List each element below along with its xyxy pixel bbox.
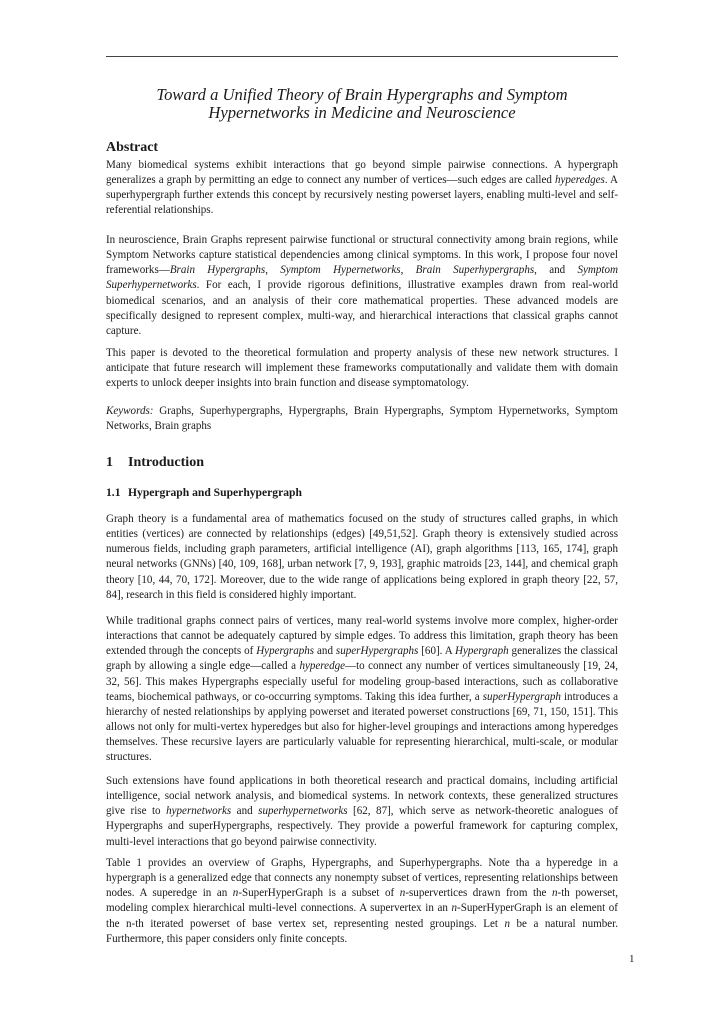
section-heading-introduction: 1 Introduction [106,455,204,470]
intro-paragraph-1: Graph theory is a fundamental area of mathematics focused on the study of structures called graphs, in which entities (vertices) are connected by relationships (edges) [49,51,52]. Graph theory is extensively studied across numerous fields, including graph parameters, artificial intelligence (AI), graph algorithms [113, 165, 174], graph neural networks (GNNs) [40, 109, 168], urban network [7, 9, 193], graphic matroids [23, 144], and chemical graph theory [10, 44, 70, 172]. Moreover, due to the wide range of applications being explored in graph theory [22, 57, 84], research in this field is considered highly important. [106,513,618,601]
header-rule [106,56,618,57]
paper-title [106,86,618,122]
intro-paragraph-2: While traditional graphs connect pairs of vertices, many real-world systems involve more complex, higher-order interactions that cannot be adequately captured by simple edges. To address this limitation, graph theory has been extended through the concepts of Hypergraphs and superHypergraphs [60]. A Hypergraph generalizes the classical graph by allowing a single edge—called a hyperedge—to connect any number of vertices simultaneously [19, 24, 32, 56]. This makes Hypergraphs especially useful for modeling group-based interactions, such as collaborative teams, biochemical pathways, or co-occurring symptoms. Taking this idea further, a superHypergraph introduces a hierarchy of nested relationships by applying powerset and iterated powerset constructions [69, 71, 150, 151]. This allows not only for multi-vertex hyperedges but also for higher-level groupings and interactions among hyperedges themselves. These recursive layers are particularly valuable for representing hierarchical, multi-scale, or modular structures. [106,615,619,764]
abstract-paragraph-2: In neuroscience, Brain Graphs represent pairwise functional or structural connectivity among brain regions, while Symptom Networks capture statistical dependencies among clinical symptoms. In this work, I propose four novel frameworks—Brain Hypergraphs, Symptom Hypernetworks, Brain Superhypergraphs, and Symptom Superhypernetworks. For each, I provide rigorous definitions, illustrative examples drawn from real-world biomedical scenarios, and an analysis of their core mathematical properties. These advanced models are specifically designed to represent complex, multi-way, and hierarchical interactions that classical graphs cannot capture. [106,234,618,337]
intro-paragraph-3: Such extensions have found applications in both theoretical research and practical domains, including artificial intelligence, social network analysis, and biomedical systems. In network contexts, these generalized structures give rise to hypernetworks and superhypernetworks [62, 87], which serve as network-theoretic analogues of Hypergraphs and superHypergraphs, respectively. They provide a powerful framework for capturing complex, multi-level interactions that go beyond pairwise connectivity. [106,775,618,848]
abstract-paragraph-3: This paper is devoted to the theoretical formulation and property analysis of these new network structures. I anticipate that future research will implement these frameworks computationally and validate them with domain experts to unlock deeper insights into brain function and disease symptomatology. [106,347,618,390]
abstract-heading: Abstract [106,140,159,155]
abstract-paragraph-1: Many biomedical systems exhibit interactions that go beyond simple pairwise connections. A hypergraph generalizes a graph by permitting an edge to connect any number of vertices—such edges are called hyperedges. A superhypergraph further extends this concept by recursively nesting powerset layers, enabling multi-level and self-referential relationships. [106,159,618,217]
keywords-label: Keywords: [106,405,154,417]
keywords [106,404,618,434]
title-line-1: Toward a Unified Theory of Brain Hypergraphs and Symptom [156,85,568,104]
title-line-2: Hypernetworks in Medicine and Neuroscience [208,103,516,122]
subsection-heading-hypergraph: 1.1 Hypergraph and Superhypergraph [106,486,302,499]
intro-paragraph-4: Table 1 provides an overview of Graphs, Hypergraphs, and Superhypergraphs. Note tha a hyperedge in a hypergraph is a generalized edge that connects any nonempty subset of vertices, representing relationships between nodes. A superedge in an n-SuperHyperGraph is a subset of n-supervertices drawn from the n-th powerset, modeling complex hierarchical multi-level connections. A supervertex in an n-SuperHyperGraph is an element of the n-th iterated powerset of base vertex set, representing nested groupings. Let n be a natural number. Furthermore, this paper considers only finite concepts. [106,857,618,945]
page-number: 1 [629,953,635,965]
keywords-list: Graphs, Superhypergraphs, Hypergraphs, Brain Hypergraphs, Symptom Hypernetworks, Symptom Networks, Brain graphs [106,405,618,433]
